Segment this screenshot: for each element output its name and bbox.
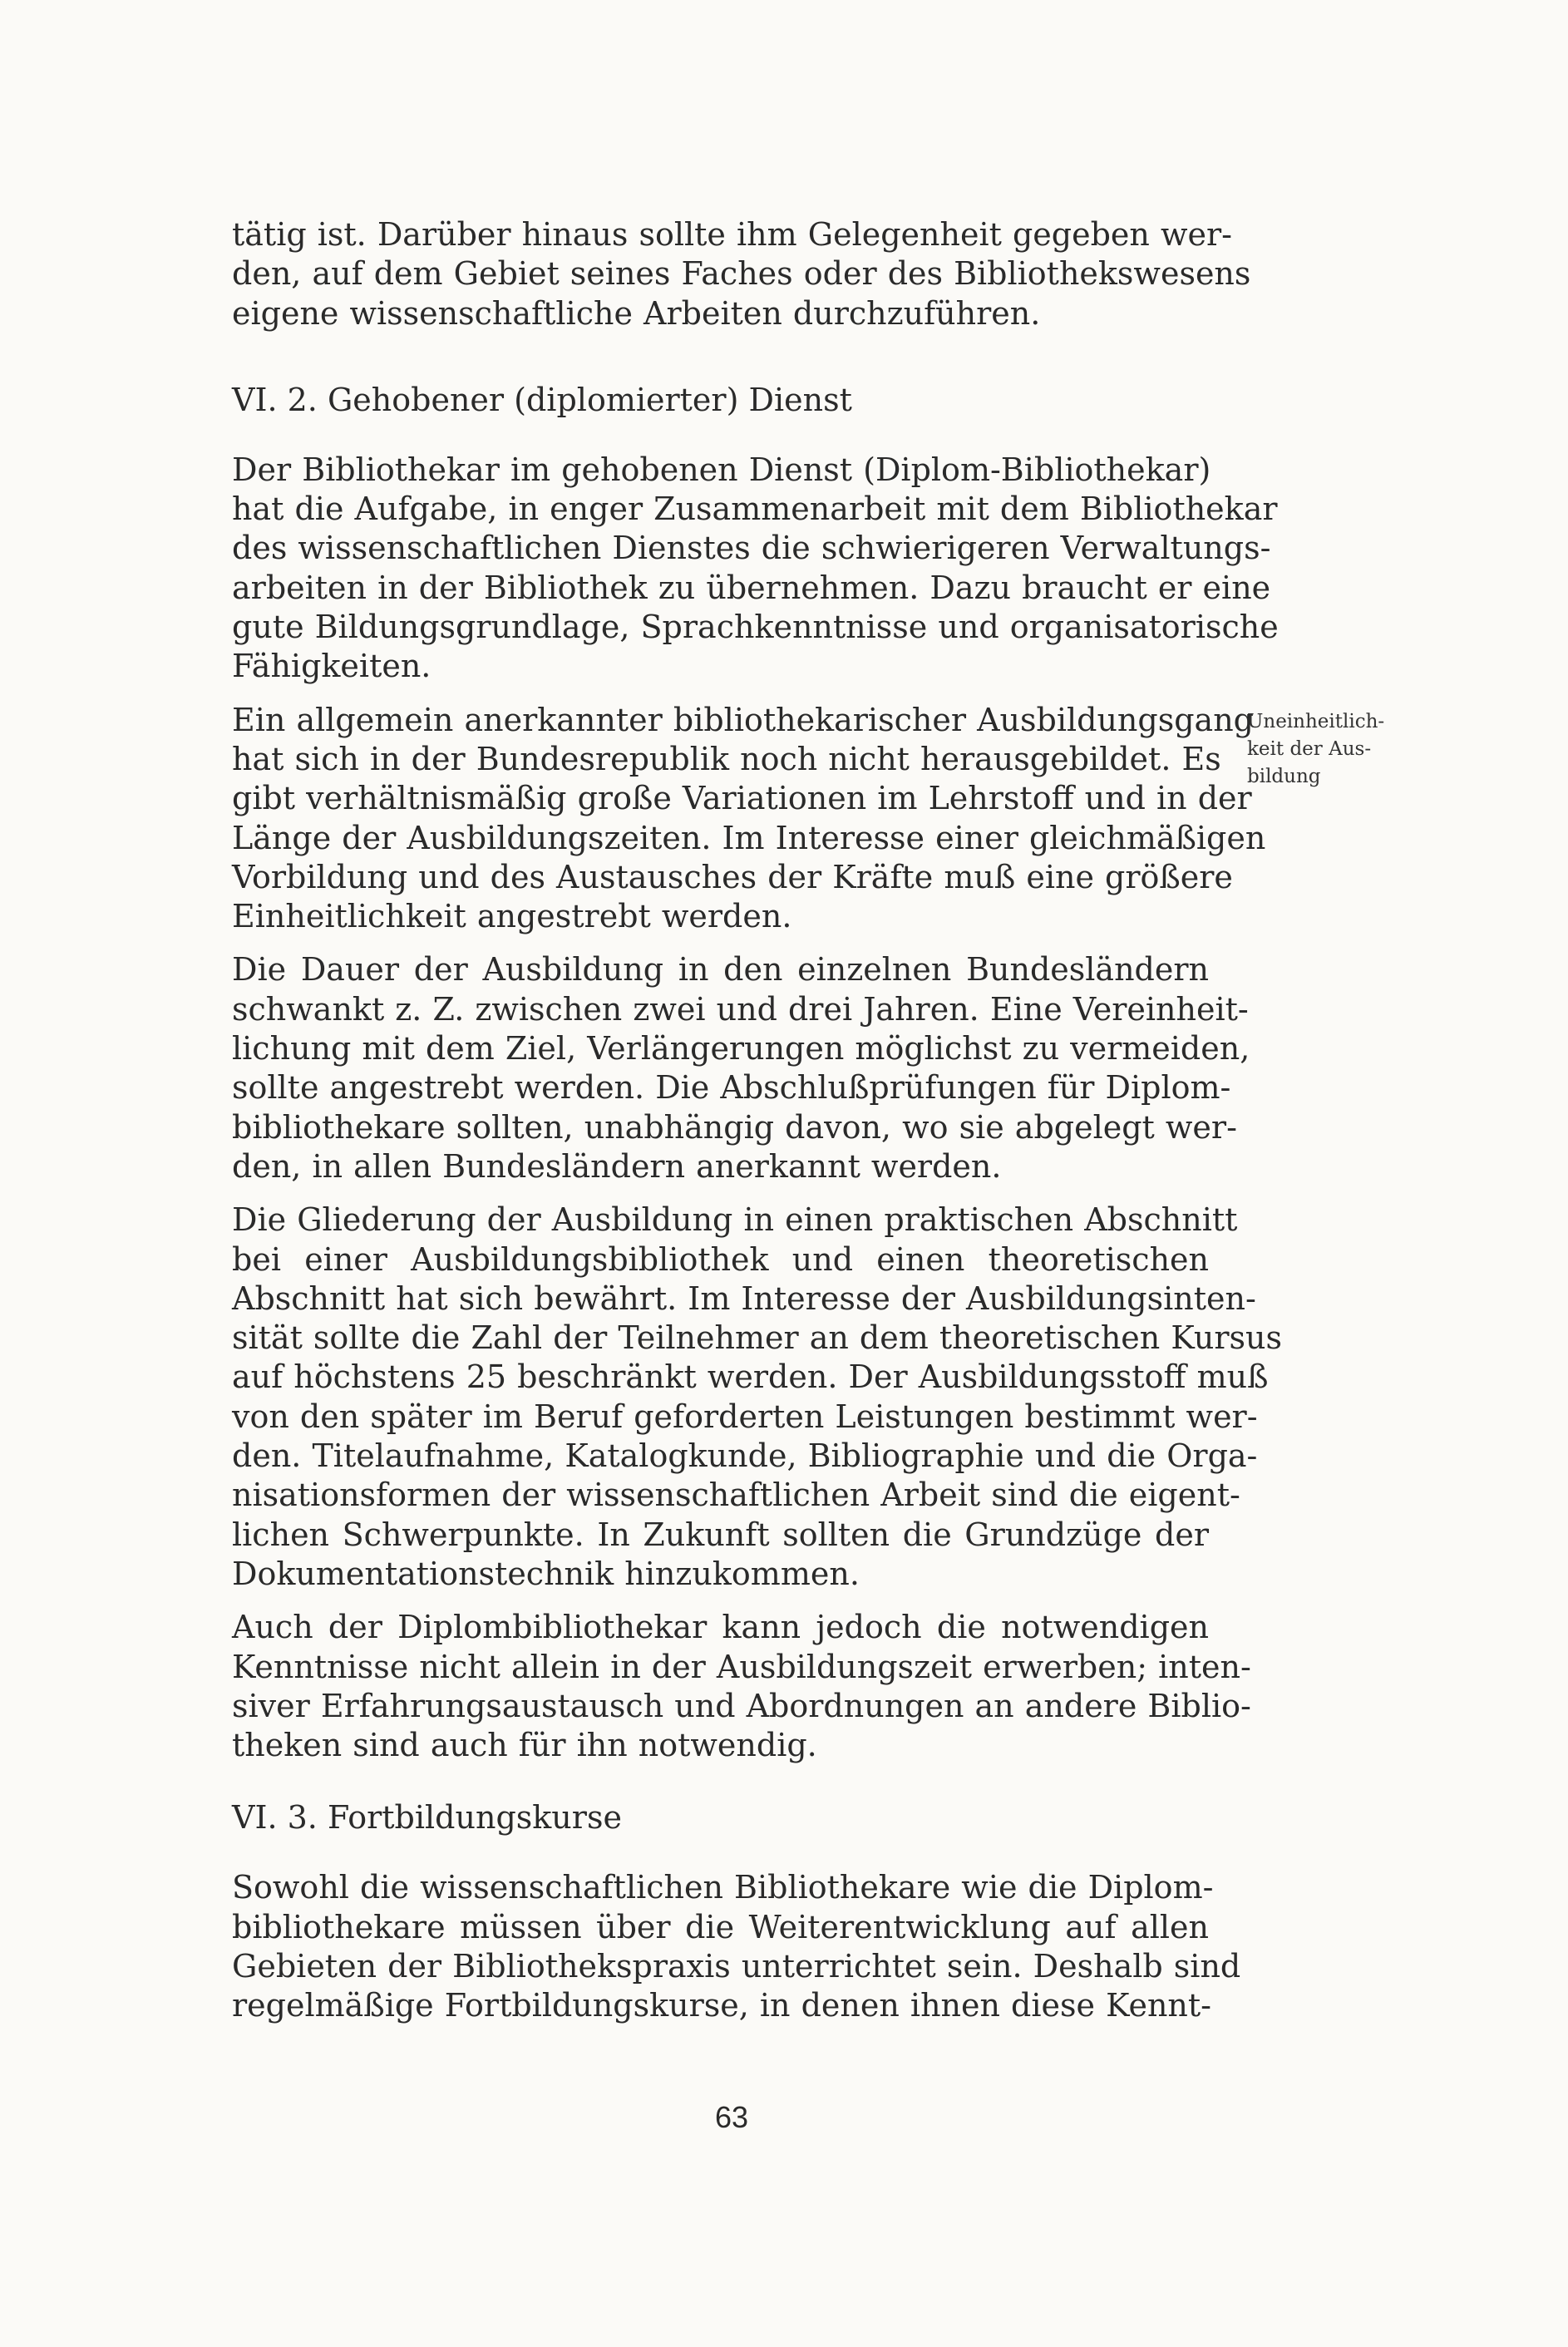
text-line: theken sind auch für ihn notwendig. xyxy=(232,1727,817,1764)
text-line: Gebieten der Bibliothekspraxis unterrichtet sein. Deshalb sind xyxy=(232,1947,1241,1985)
text-line: den. Titelaufnahme, Katalogkunde, Bibliographie und die Orga- xyxy=(232,1437,1258,1475)
text-line: den, auf dem Gebiet seines Faches oder des Bibliothekswesens xyxy=(232,255,1251,293)
text-line: siver Erfahrungsaustausch und Abordnungen an andere Biblio- xyxy=(232,1687,1251,1724)
text-line: Sowohl die wissenschaftlichen Bibliothekare wie die Diplom- xyxy=(232,1869,1214,1906)
paragraph-2 xyxy=(232,451,1279,687)
text-line: tätig ist. Darüber hinaus sollte ihm Gelegenheit gegeben wer- xyxy=(232,216,1232,253)
text-line: Die Dauer der Ausbildung in den einzelnen Bundesländern xyxy=(232,951,1209,989)
text-line: bibliothekare sollten, unabhängig davon, wo sie abgelegt wer- xyxy=(232,1108,1237,1146)
margin-note-line: bildung xyxy=(1247,766,1321,787)
text-line: bei einer Ausbildungsbibliothek und einen theoretischen xyxy=(232,1240,1209,1278)
text-line: Der Bibliothekar im gehobenen Dienst (Diplom-Bibliothekar) xyxy=(232,451,1211,488)
text-line: Auch der Diplombibliothekar kann jedoch die notwendigen xyxy=(232,1609,1209,1646)
paragraph-5 xyxy=(232,1201,1282,1594)
text-line: Kenntnisse nicht allein in der Ausbildungszeit erwerben; inten- xyxy=(232,1648,1251,1685)
page-number: 63 xyxy=(714,2100,749,2134)
text-line: gibt verhältnismäßig große Variationen im Lehrstoff und in der xyxy=(232,780,1252,817)
text-line: den, in allen Bundesländern anerkannt werden. xyxy=(232,1147,1002,1185)
text-line: auf höchstens 25 beschränkt werden. Der Ausbildungsstoff muß xyxy=(232,1358,1269,1396)
text-line: schwankt z. Z. zwischen zwei und drei Jahren. Eine Vereinheit- xyxy=(232,990,1249,1028)
text-line: sollte angestrebt werden. Die Abschlußprüfungen für Diplom- xyxy=(232,1069,1231,1107)
section-heading-vi3: VI. 3. Fortbildungskurse xyxy=(232,1799,622,1837)
text-line: lichung mit dem Ziel, Verlängerungen möglichst zu vermeiden, xyxy=(232,1030,1250,1067)
text-line: regelmäßige Fortbildungskurse, in denen ihnen diese Kennt- xyxy=(232,1987,1212,2024)
text-line: hat sich in der Bundesrepublik noch nicht herausgebildet. Es xyxy=(232,740,1221,777)
text-line: hat die Aufgabe, in enger Zusammenarbeit mit dem Bibliothekar xyxy=(232,491,1278,528)
text-line: von den später im Beruf geforderten Leistungen bestimmt wer- xyxy=(232,1398,1258,1435)
paragraph-1 xyxy=(232,215,1251,333)
main-text-column xyxy=(232,215,1282,2026)
text-line: Einheitlichkeit angestrebt werden. xyxy=(232,898,792,935)
paragraph-4 xyxy=(232,950,1250,1186)
text-line: Die Gliederung der Ausbildung in einen praktischen Abschnitt xyxy=(232,1201,1238,1239)
text-line: gute Bildungsgrundlage, Sprachkenntnisse und organisatorische xyxy=(232,609,1279,646)
text-line: Abschnitt hat sich bewährt. Im Interesse der Ausbildungsinten- xyxy=(232,1280,1256,1317)
text-line: arbeiten in der Bibliothek zu übernehmen. Dazu braucht er eine xyxy=(232,569,1271,606)
text-line: nisationsformen der wissenschaftlichen Arbeit sind die eigent- xyxy=(232,1477,1240,1514)
paragraph-3 xyxy=(232,701,1266,937)
text-line: Ein allgemein anerkannter bibliothekarischer Ausbildungsgang xyxy=(232,701,1254,738)
text-line: Vorbildung und des Austausches der Kräfte muß eine größere xyxy=(232,858,1233,895)
text-line: eigene wissenschaftliche Arbeiten durchzuführen. xyxy=(232,294,1041,332)
margin-note-line: Uneinheitlich- xyxy=(1247,711,1385,732)
text-line: Dokumentationstechnik hinzukommen. xyxy=(232,1555,860,1592)
section-heading-vi2: VI. 2. Gehobener (diplomierter) Dienst xyxy=(232,381,852,418)
text-line: Fähigkeiten. xyxy=(232,648,431,685)
text-line: Länge der Ausbildungszeiten. Im Interesse einer gleichmäßigen xyxy=(232,819,1266,856)
paragraph-7 xyxy=(232,1868,1241,2025)
text-line: sität sollte die Zahl der Teilnehmer an dem theoretischen Kursus xyxy=(232,1319,1282,1357)
text-line: lichen Schwerpunkte. In Zukunft sollten die Grundzüge der xyxy=(232,1516,1209,1553)
text-line: des wissenschaftlichen Dienstes die schwierigeren Verwaltungs- xyxy=(232,530,1271,567)
text-line: bibliothekare müssen über die Weiterentwicklung auf allen xyxy=(232,1908,1209,1945)
margin-note xyxy=(1247,708,1430,791)
margin-note-line: keit der Aus- xyxy=(1247,738,1372,760)
paragraph-6 xyxy=(232,1608,1251,1765)
